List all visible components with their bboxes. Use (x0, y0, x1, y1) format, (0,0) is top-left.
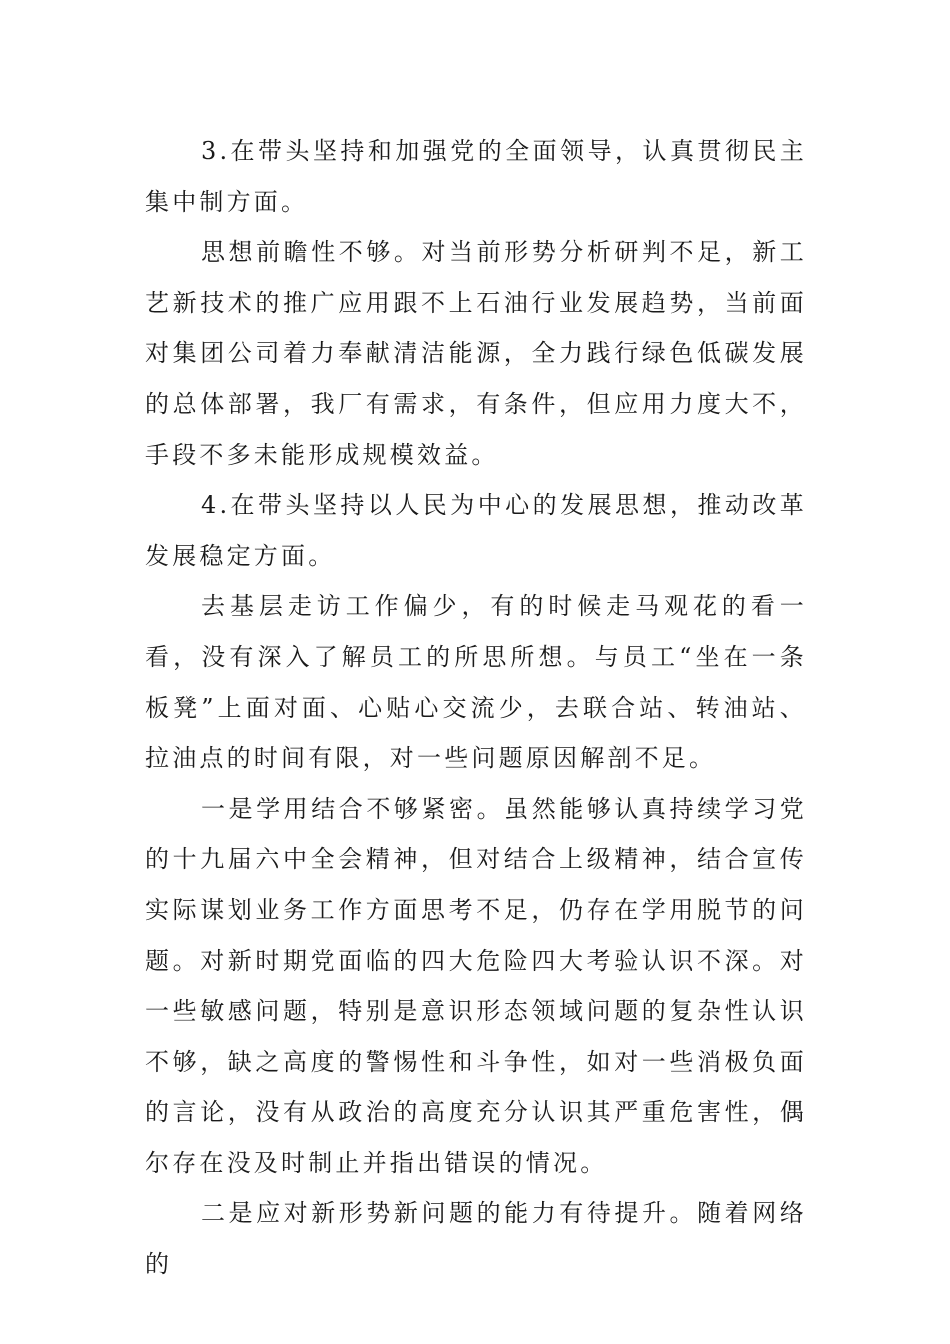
paragraph-forward-thinking: 思想前瞻性不够。对当前形势分析研判不足，新工艺新技术的推广应用跟不上石油行业发展趋势，当前面对集团公司着力奉献清洁能源，全力践行绿色低碳发展的总体部署，我厂有需求，有条件，但应用力度大不，手段不多未能形成规模效益。 (145, 238, 807, 469)
section-heading-3: 3.在带头坚持和加强党的全面领导，认真贯彻民主集中制方面。 (145, 137, 807, 216)
document-body (145, 126, 807, 1290)
paragraph-new-situations: 二是应对新形势新问题的能力有待提升。随着网络的 (145, 1199, 807, 1279)
paragraph-study-application: 一是学用结合不够紧密。虽然能够认真持续学习党的十九届六中全会精神，但对结合上级精神，结合宣传实际谋划业务工作方面思考不足，仍存在学用脱节的问题。对新时期党面临的四大危险四大考验认识不深。对一些敏感问题，特别是意识形态领域问题的复杂性认识不够，缺之高度的警惕性和斗争性，如对一些消极负面的言论，没有从政治的高度充分认识其严重危害性，偶尔存在没及时制止并指出错误的情况。 (145, 794, 807, 1177)
paragraph-grassroots-visits: 去基层走访工作偏少，有的时候走马观花的看一看，没有深入了解员工的所思所想。与员工“坐在一条板凳”上面对面、心贴心交流少，去联合站、转油站、拉油点的时间有限，对一些问题原因解剖不足。 (145, 592, 807, 773)
section-heading-4: 4.在带头坚持以人民为中心的发展思想，推动改革发展稳定方面。 (145, 491, 807, 570)
